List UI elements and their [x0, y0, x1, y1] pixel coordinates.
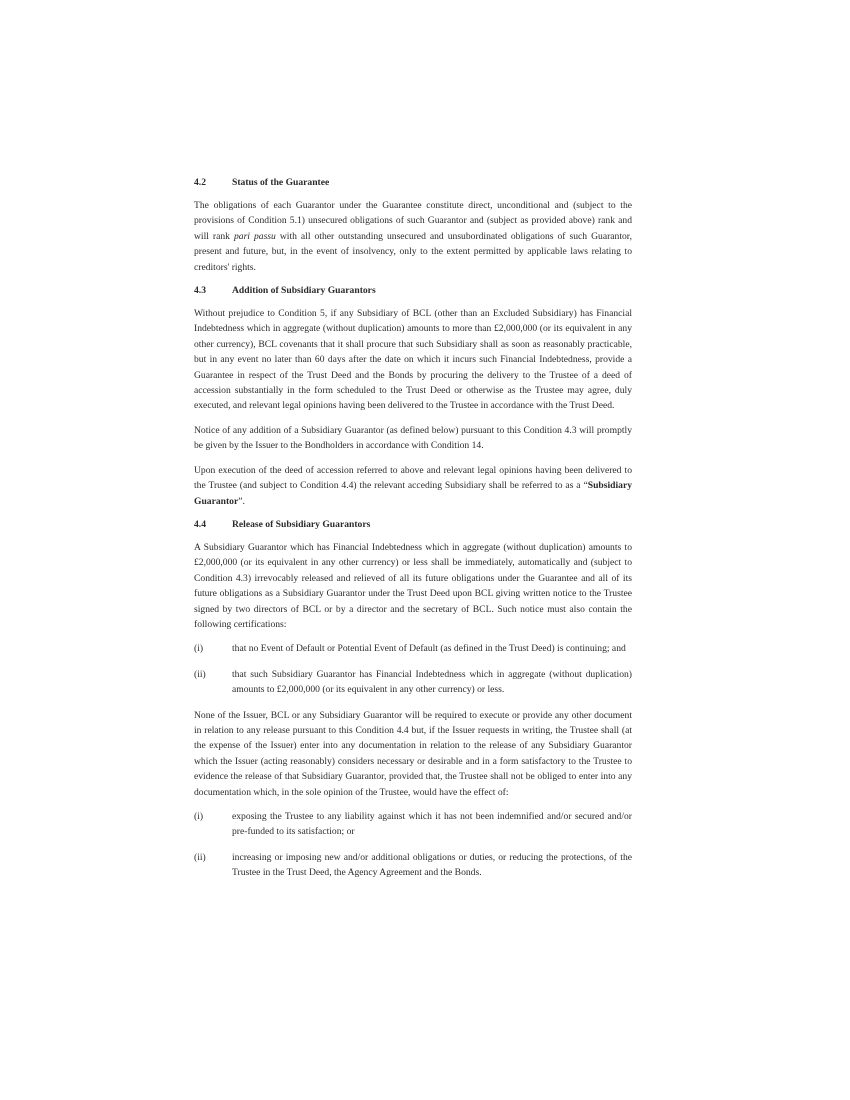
text-run: Upon execution of the deed of accession referred to above and relevant legal opinions having been delivered to the Trustee (and subject to Condition 4.4) the relevant acceding Subsidiary shall be referred to as a “	[194, 464, 632, 492]
paragraph-addition-2: Notice of any addition of a Subsidiary Guarantor (as defined below) pursuant to this Condition 4.3 will promptly be given by the Issuer to the Bondholders in accordance with Condition 14.	[194, 424, 632, 452]
list-item-text: exposing the Trustee to any liability against which it has not been indemnified and/or secured and/or pre-funded to its satisfaction; or	[232, 811, 632, 838]
list-item-text: that such Subsidiary Guarantor has Financial Indebtedness which in aggregate (without duplication) amounts to £2,000,000 (or its equivalent in any other currency) or less.	[232, 668, 632, 696]
list-item	[194, 667, 632, 698]
list-item-text: that no Event of Default or Potential Event of Default (as defined in the Trust Deed) is continuing; and	[232, 643, 626, 655]
text-run: with all other outstanding unsecured and unsubordinated obligations of such Guarantor, present and future, but, in the event of insolvency, only to the extent permitted by applicable laws relating to creditors' rights.	[194, 230, 632, 273]
paragraph-addition-1: Without prejudice to Condition 5, if any Subsidiary of BCL (other than an Excluded Subsidiary) has Financial Indebtedness which in aggregate (without duplication) amounts to more than £2,000,000 (or its equivalent in any other currency), BCL covenants that it shall procure that such Subsidiary shall as soon as reasonably practicable, but in any event no later than 60 days after the date on which it incurs such Financial Indebtedness, provide a Guarantee in respect of the Trust Deed and the Bonds by procuring the delivery to the Trustee of a deed of accession substantially in the form scheduled to the Trust Deed or otherwise as the Trustee may agree, duly executed, and relevant legal opinions having been delivered to the Trustee in accordance with the Trust Deed.	[194, 308, 632, 412]
paragraph-status-guarantee	[194, 198, 632, 275]
section-heading-4-4	[194, 518, 632, 531]
text-run: The obligations of each Guarantor under the Guarantee constitute direct, unconditional and (subject to the provisions of Condition 5.1) unsecured obligations of such Guarantor and (subject as provided above) rank and will rank	[194, 200, 632, 242]
defined-term: Subsidiary Guarantor	[194, 480, 632, 507]
paragraph-addition-3	[194, 463, 632, 509]
list-item-label: (i)	[194, 811, 204, 822]
list-item-label: (ii)	[194, 851, 206, 863]
section-title: Release of Subsidiary Guarantors	[232, 518, 371, 530]
section-number: 4.3	[194, 285, 206, 297]
section-number: 4.2	[194, 177, 206, 188]
list-item	[194, 641, 632, 656]
list-item-label: (i)	[194, 643, 204, 655]
paragraph-release-1: A Subsidiary Guarantor which has Financial Indebtedness which in aggregate (without duplication) amounts to £2,000,000 (or its equivalent in any other currency) or less shall be immediately, automatically and (subject to Condition 4.3) irrevocably released and relieved of all its future obligations under the Guarantee and all of its future obligations as a Subsidiary Guarantor under the Trust Deed upon BCL giving written notice to the Trustee signed by two directors of BCL or by a director and the secretary of BCL. Such notice must also contain the following certifications:	[194, 541, 632, 630]
section-title: Addition of Subsidiary Guarantors	[232, 285, 376, 297]
italic-term: pari passu	[233, 230, 276, 242]
list-item	[194, 850, 632, 881]
section-heading-4-3	[194, 284, 632, 297]
list-item	[194, 809, 632, 840]
section-title: Status of the Guarantee	[232, 177, 330, 188]
paragraph-release-2: None of the Issuer, BCL or any Subsidiary Guarantor will be required to execute or provide any other document in relation to any release pursuant to this Condition 4.4 but, if the Issuer requests in writing, the Trustee shall (at the expense of the Issuer) enter into any documentation in relation to the release of any Subsidiary Guarantor which the Issuer (acting reasonably) considers necessary or desirable and in a form satisfactory to the Trustee to evidence the release of that Subsidiary Guarantor, provided that, the Trustee shall not be obliged to enter into any documentation which, in the sole opinion of the Trustee, would have the effect of:	[194, 709, 632, 798]
list-item-text: increasing or imposing new and/or additional obligations or duties, or reducing the protections, of the Trustee in the Trust Deed, the Agency Agreement and the Bonds.	[232, 851, 632, 879]
section-heading-4-2	[194, 176, 632, 189]
text-run: ”.	[238, 495, 245, 507]
page-content	[194, 176, 632, 891]
list-item-label: (ii)	[194, 668, 206, 680]
section-number: 4.4	[194, 518, 206, 530]
